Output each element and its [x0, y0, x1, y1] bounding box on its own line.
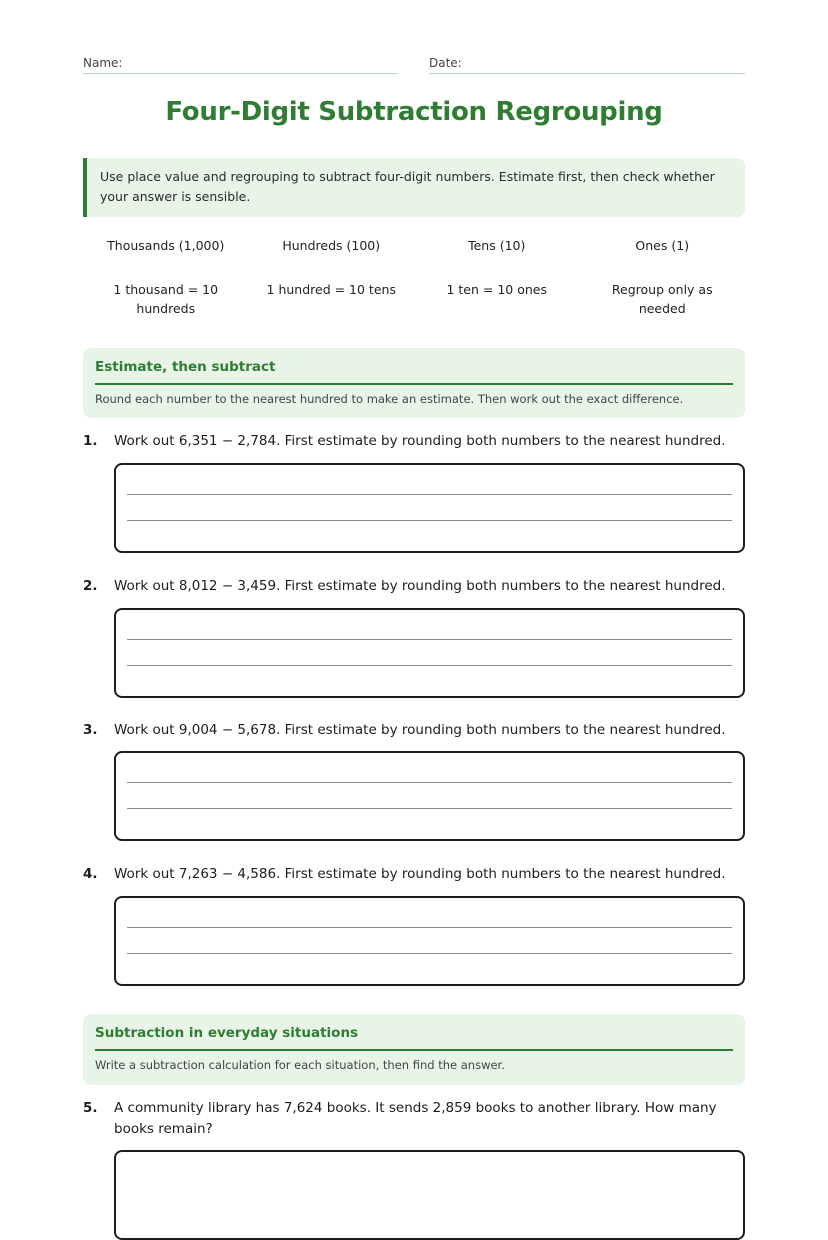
place-value-heading: Hundreds (100): [282, 238, 381, 253]
place-value-note: 1 hundred = 10 tens: [266, 282, 396, 297]
section-estimate: [83, 348, 745, 418]
name-label: Name:: [83, 56, 123, 70]
section-subtitle: Write a subtraction calculation for each situation, then find the answer.: [95, 1058, 505, 1072]
place-value-note: 1 ten = 10 ones: [446, 282, 547, 297]
answer-line: [127, 494, 732, 495]
answer-line: [127, 808, 732, 809]
answer-line: [127, 665, 732, 666]
place-value-note: 1 thousand = 10 hundreds: [113, 282, 219, 316]
answer-box[interactable]: [114, 751, 745, 841]
section-everyday: [83, 1014, 745, 1085]
answer-box[interactable]: [114, 463, 745, 553]
place-value-note: Regroup only as needed: [611, 282, 713, 316]
question-text: A community library has 7,624 books. It sends 2,859 books to another library. How many books remain?: [114, 1100, 717, 1137]
question-text: Work out 9,004 − 5,678. First estimate by rounding both numbers to the nearest hundred.: [114, 722, 726, 738]
question-number: 4.: [83, 866, 98, 882]
date-label: Date:: [429, 56, 462, 70]
question-number: 5.: [83, 1100, 98, 1116]
date-field[interactable]: [429, 52, 745, 74]
answer-line: [127, 782, 732, 783]
answer-line: [127, 639, 732, 640]
place-value-table: [83, 236, 745, 318]
question-number: 3.: [83, 722, 98, 738]
answer-box[interactable]: [114, 1150, 745, 1240]
name-field[interactable]: [83, 52, 398, 74]
answer-line: [127, 520, 732, 521]
place-value-notes: [83, 280, 745, 318]
place-value-heading: Ones (1): [635, 238, 690, 253]
place-value-headings: [83, 236, 745, 255]
answer-line: [127, 927, 732, 928]
answer-box[interactable]: [114, 608, 745, 698]
question-text: Work out 6,351 − 2,784. First estimate by rounding both numbers to the nearest hundred.: [114, 433, 726, 449]
question-number: 1.: [83, 433, 98, 449]
place-value-heading: Tens (10): [468, 238, 526, 253]
question-text: Work out 7,263 − 4,586. First estimate by rounding both numbers to the nearest hundred.: [114, 866, 726, 882]
answer-box[interactable]: [114, 896, 745, 986]
answer-line: [127, 953, 732, 954]
header-fields: [83, 52, 745, 74]
question-number: 2.: [83, 578, 98, 594]
section-title: Estimate, then subtract: [95, 358, 733, 385]
place-value-heading: Thousands (1,000): [107, 238, 225, 253]
intro-callout: Use place value and regrouping to subtract four-digit numbers. Estimate first, then check whether your answer is sensible.: [83, 158, 745, 217]
section-title: Subtraction in everyday situations: [95, 1024, 733, 1051]
section-subtitle: Round each number to the nearest hundred to make an estimate. Then work out the exact difference.: [95, 392, 684, 406]
page-title: Four-Digit Subtraction Regrouping: [165, 97, 663, 127]
question-text: Work out 8,012 − 3,459. First estimate by rounding both numbers to the nearest hundred.: [114, 578, 726, 594]
